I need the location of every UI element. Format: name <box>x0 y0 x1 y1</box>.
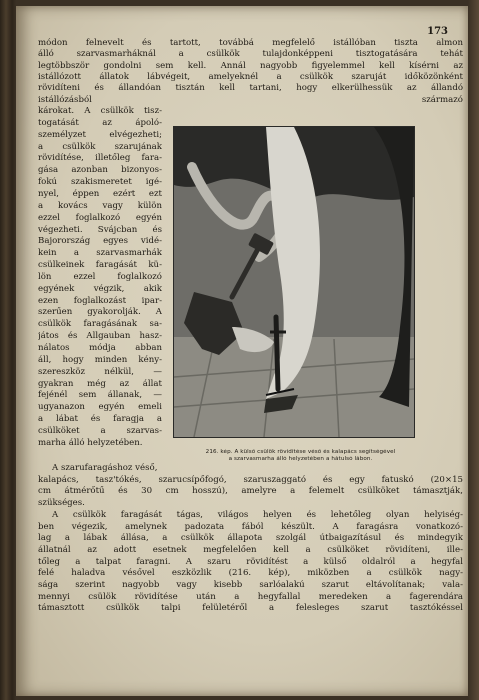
text-line: felé haladva vésővel eszközlik (216. kép), miközben a csülkök nagy- <box>38 568 463 579</box>
text-line: végezheti. Svájcban és <box>38 224 162 235</box>
text-line: togatását az ápoló- <box>38 117 162 128</box>
text-line: A csülkök faragását tágas, világos helyen és lehetőleg olyan helyiség- <box>52 509 463 520</box>
text-line: istállózásból származó <box>38 94 463 105</box>
text-line: ezzel foglalkozó egyén <box>38 212 162 223</box>
text-line: a csülkök szarujának <box>38 141 162 152</box>
text-line: lön ezzel foglalkozó <box>38 271 162 282</box>
figure-caption-line: 216. kép. A külső csülök rövidítése véső és kalapács segítségével <box>205 449 396 455</box>
text-line: játos és Allgauban hasz- <box>38 331 162 342</box>
text-line: ben végezik, amelynek padozata fából készült. A faragásra vonatkozó- <box>38 521 463 532</box>
text-line: rövidíteni és állandóan tisztán kell tartani, hogy elkerülhessük az állandó <box>38 83 463 94</box>
figure-caption-line: a szarvasmarha álló helyzetében a hátulsó lábon. <box>228 456 373 462</box>
hoof-trimming-illustration <box>174 127 414 437</box>
text-line: álló szarvasmarháknál a csülkök tulajdonképpeni tisztogatására tehát <box>38 49 463 60</box>
figure-216-photo <box>173 126 415 438</box>
text-line: szükséges. <box>38 498 85 509</box>
text-line: csülkeinek faragását kü- <box>38 260 162 271</box>
text-line: a lábat és faragja a <box>38 414 162 425</box>
text-line: mennyi csülök rövidítése után a hegyfallal meredeken a fagerendára <box>38 591 463 602</box>
text-line: rövidítése, illetőleg fara- <box>38 153 162 164</box>
text-line: lag a lábak állása, a csülkök állapota szolgál útbaigazításul és mindegyik <box>38 533 463 544</box>
text-line: kalapács, tasz'tókés, szarucsípőfogó, szaruszaggató és egy fatuskó (20×15 <box>38 474 463 485</box>
text-line: gása azonban bizonyos- <box>38 165 162 176</box>
text-line: csülköket a szarvas- <box>38 425 162 436</box>
text-line: tőleg a talpat faragni. A szaru rövidítést a külső oldalról a hegyfal <box>38 556 463 567</box>
text-line: nálatos módja abban <box>38 343 162 353</box>
text-line: támasztott csülkök talpi felületéről a felesleges szarut tasztókéssel <box>38 603 463 614</box>
text-line: szerűen gyakorolják. A <box>38 307 162 318</box>
text-line: módon felnevelt és tartott, továbbá megfelelő istállóban tiszta almon <box>38 38 463 48</box>
text-line: sága szerint nagyobb vagy kisebb sarlóalakú szarut eltávolítanak; vala- <box>38 580 463 590</box>
book-page <box>16 6 468 696</box>
text-line: áll, hogy minden kény- <box>38 354 162 365</box>
text-line: egyének végzik, akik <box>38 283 162 294</box>
text-line: ugyanazon egyén emeli <box>38 402 162 413</box>
text-line: nyel, éppen ezért ezt <box>38 188 162 199</box>
text-line: legtöbbször gondolni sem kell. Annál nagyobb figyelemmel kell kísérni az <box>38 60 463 71</box>
text-line: cm átmérőtű és 30 cm hosszú), amelyre a felemelt csülköket támasztják, <box>38 486 463 497</box>
text-line: csülkök faragásának sa- <box>38 319 162 330</box>
text-line: ezen foglalkozást ipar- <box>38 295 162 306</box>
text-line: károkat. A csülkök tisz- <box>38 106 162 116</box>
text-line: fejénél sem állanak, — <box>38 390 162 401</box>
text-line: szereszköz nélkül, — <box>38 366 162 377</box>
text-line: Bajorország egyes vidé- <box>38 236 162 247</box>
text-line: állatnál az adott esetnek megfelelően kell a csülköket rövidíteni, ille- <box>38 544 463 555</box>
text-line: gyakran még az állat <box>38 378 162 389</box>
text-line: személyzet elvégezheti; <box>38 129 162 140</box>
page-number: 173 <box>427 26 448 37</box>
text-line: istállózott állatok lábvégeit, amelyeknél a csülkök szaruját időközönként <box>38 71 463 82</box>
text-line: kein a szarvasmarhák <box>38 248 162 259</box>
text-line: A szarufaragáshoz véső, <box>52 463 158 473</box>
text-line: marha álló helyzetében. <box>38 437 143 448</box>
text-line: a kovács vagy külön <box>38 200 162 211</box>
text-line: fokú szakismeretet igé- <box>38 177 162 188</box>
